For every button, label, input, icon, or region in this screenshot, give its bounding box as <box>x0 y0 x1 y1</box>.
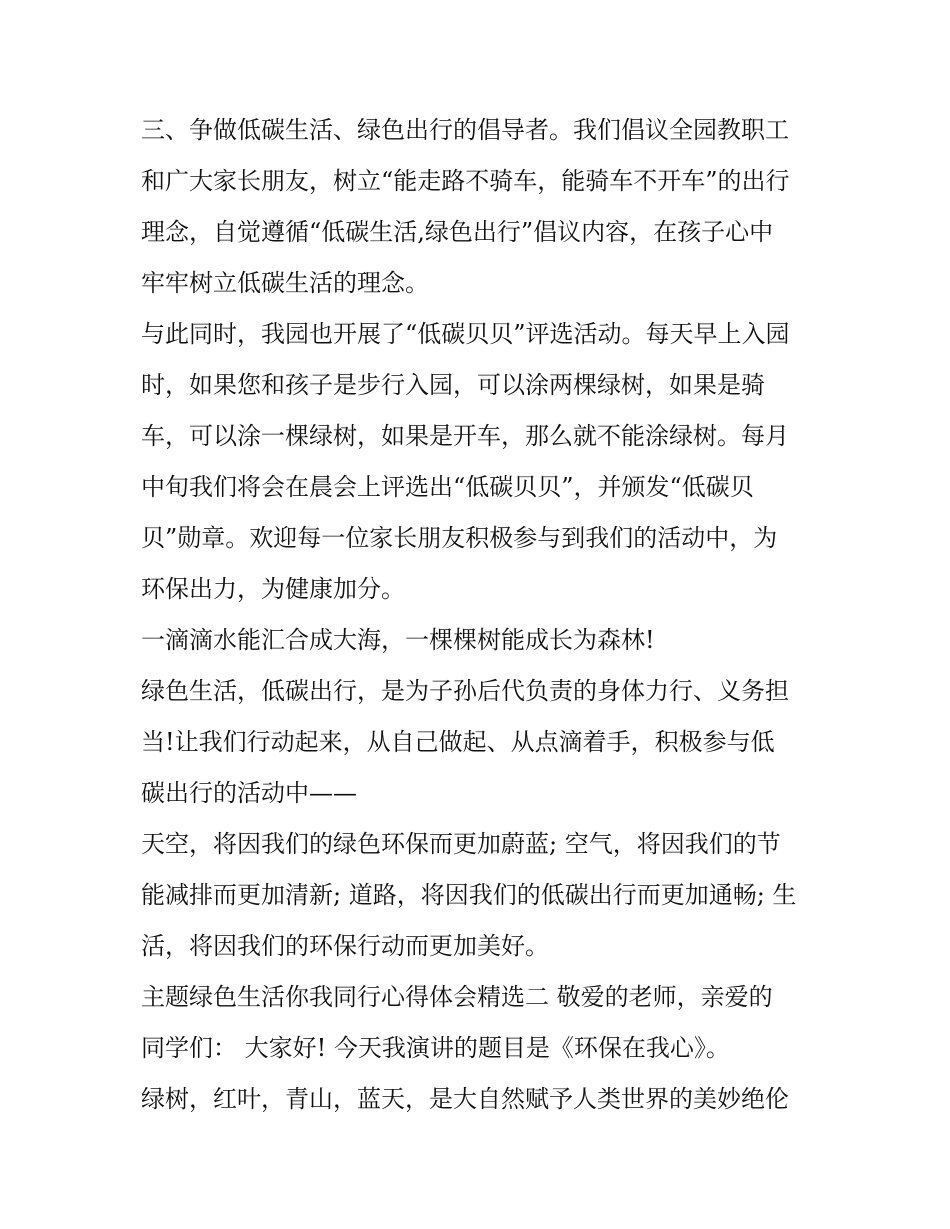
text-line: 牢牢树立低碳生活的理念。 <box>141 269 429 297</box>
text-line: 能减排而更加清新; 道路，将因我们的低碳出行而更加通畅; 生 <box>141 881 797 909</box>
text-line: 时，如果您和孩子是步行入园，可以涂两棵绿树，如果是骑 <box>141 371 765 399</box>
text-line: 三、争做低碳生活、绿色出行的倡导者。我们倡议全园教职工 <box>141 116 789 144</box>
document-body <box>141 105 821 1125</box>
text-line: 车，可以涂一棵绿树，如果是开车，那么就不能涂绿树。每月 <box>141 422 789 450</box>
text-line: 中旬我们将会在晨会上评选出“低碳贝贝”，并颁发“低碳贝 <box>141 473 754 501</box>
text-line: 理念，自觉遵循“低碳生活,绿色出行”倡议内容，在孩子心中 <box>141 218 774 246</box>
text-line: 贝”勋章。欢迎每一位家长朋友积极参与到我们的活动中，为 <box>141 524 778 552</box>
text-line: 主题绿色生活你我同行心得体会精选二 敬爱的老师，亲爱的 <box>141 983 773 1011</box>
text-line: 绿树，红叶，青山，蓝天，是大自然赋予人类世界的美妙绝伦 <box>141 1085 789 1113</box>
text-line: 活，将因我们的环保行动而更加美好。 <box>141 932 549 960</box>
text-line: 碳出行的活动中—— <box>141 779 357 807</box>
text-line: 环保出力，为健康加分。 <box>141 575 405 603</box>
text-line: 和广大家长朋友，树立“能走路不骑车，能骑车不开车”的出行 <box>141 167 790 195</box>
text-line: 当!让我们行动起来，从自己做起、从点滴着手，积极参与低 <box>141 728 775 756</box>
text-line: 同学们： 大家好! 今天我演讲的题目是《环保在我心》。 <box>141 1034 730 1062</box>
text-line: 与此同时，我园也开展了“低碳贝贝”评选活动。每天早上入园 <box>141 320 790 348</box>
text-line: 一滴滴水能汇合成大海，一棵棵树能成长为森林! <box>141 626 655 654</box>
text-line: 天空，将因我们的绿色环保而更加蔚蓝; 空气，将因我们的节 <box>141 830 781 858</box>
text-line: 绿色生活，低碳出行，是为子孙后代负责的身体力行、义务担 <box>141 677 789 705</box>
